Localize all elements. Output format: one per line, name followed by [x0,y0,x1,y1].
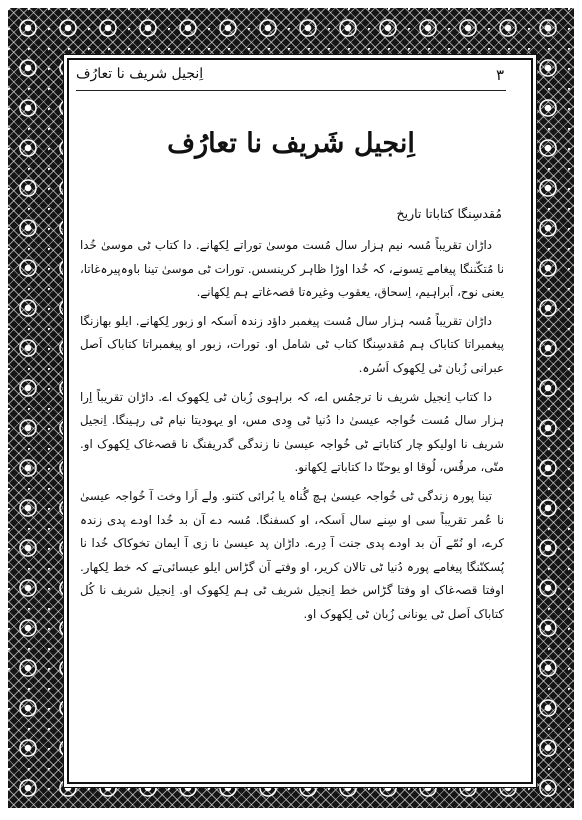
section-heading: مُقدسِنگا کتاباتا تاریخ [396,206,502,221]
paragraph: دا کتاب اِنجیل شریف نا ترجمُس اے، کہ براہوی زُبان ٹی لِکھوک اے. داڑان تقریباً اِرا ہزار سال مُست خُواجہ عیسیٰ دا دُنیا ٹی وِدی مس، او یہودیتا نیام ٹی رہینگا. اِنجیل شریف نا اولیکو چار کتاباتے ٹی خُواجہ عیسیٰ نا زندگی گدریفنگ نا قصہ‌غاک لِکھوک او. متّی، مرقُس، لُوقا او یوحنّا دا کتاباتے لِکھانو. [80,389,504,475]
page-number: ۳ [495,66,504,84]
page-title: اِنجیل شَریف نا تعارُف [167,128,415,159]
body-text [80,234,504,632]
paragraph: داڑان تقریباً مُسہ نیم ہزار سال مُست موسیٰ توراتے لِکھانے. دا کتاب ٹی موسیٰ خُدا نا مُتکّننگا پیغامے تِسونے، کہ خُدا اوڑا ظاہر کرینسس. تورات ٹی موسیٰ تینا باوہ‌پیرہ‌غاتا، یعنی نوح، اَبراہیم، اِسحاق، یعقوب وغیرہ‌تا قصہ‌غاتے ہم لِکھانے. [80,238,504,300]
running-header-title: اِنجیل شریف نا تعارُف [76,66,204,82]
paragraph: تینا پورہ زندگی ٹی خُواجہ عیسیٰ ہچ گُناہ یا بُرائی کتنو. ولے اَرا وخت آ خُواجہ عیسیٰ نا عُمر تقریباً سی او سِنے سال اَسکہ، او کسفنگا. مُسہ دے آن بد خُدا اودے پدی زندہ کرے، او نُمّے آن بد اودے پدی جنت آ دِرے. داڑان پد عیسیٰ نا زی آ ایمان تخوکاک خُدا نا پُسکنّنگا پیغامے پورہ دُنیا ٹی تالان کریر، او وفتے آن گڑاس ایلو عیسائی‌تے کہ خط لِکھار. اوفتا قصہ‌غاک او وفتا گڑاس خط اِنجیل شریف ٹی ہم لِکھوک او. اِنجیل شریف نا کُل کتاباک اَصل ٹی یونانی زُبان ٹی لِکھوک او. [80,488,504,621]
running-header [76,66,506,91]
paragraph: داڑان تقریباً مُسہ ہزار سال مُست پیغمبر داؤد زندہ اَسکہ او زبور لِکھانے. ایلو بھازنگا پیغمبراتا کتاباک ہم مُقدسِنگا کتاب ٹی شامل او. تورات، زبور او پیغمبراتا کتاباک اَصل عبرانی زُبان ٹی لِکھوک اَسُرہ. [80,313,504,375]
